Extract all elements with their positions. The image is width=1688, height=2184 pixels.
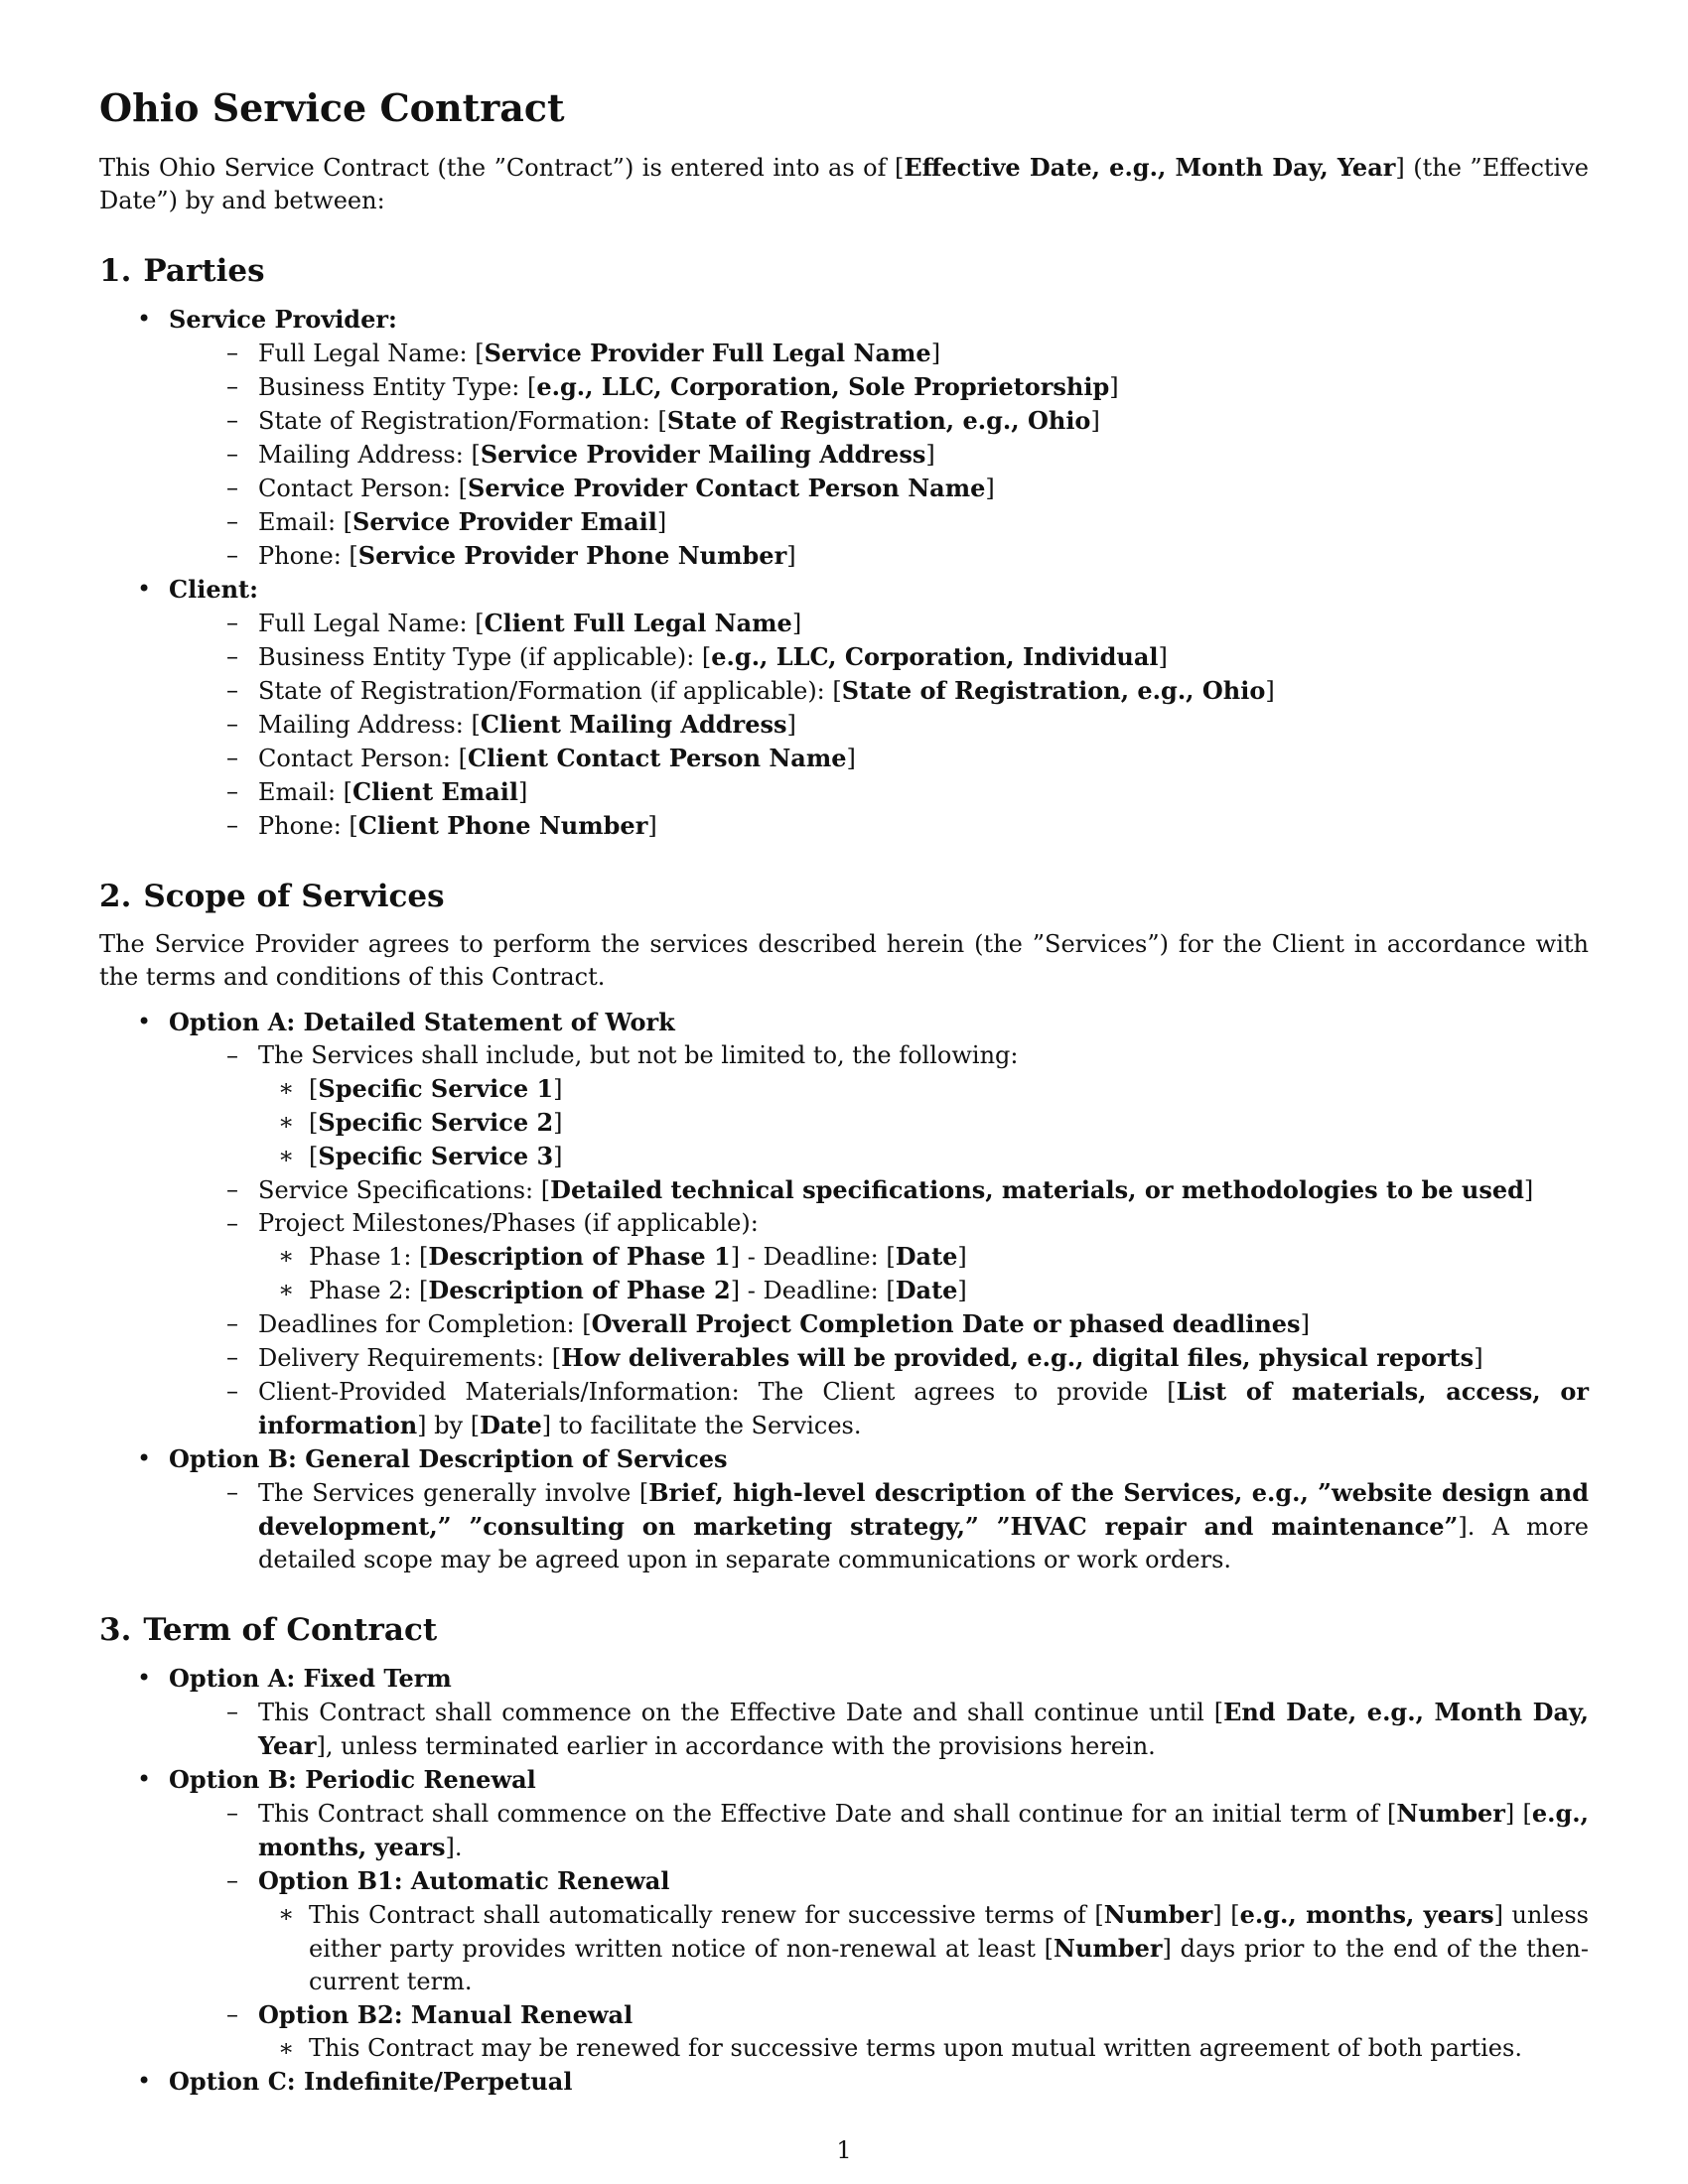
field-label: Email: [ [258,508,353,536]
field-label: Full Legal Name: [ [258,340,485,367]
field-label: Deadlines for Completion: [ [258,1310,592,1338]
provider-item [99,303,1589,573]
number-placeholder: Number [1054,1934,1163,1963]
option-heading: Option A: Fixed Term [169,1664,452,1693]
section-heading-scope [99,877,1589,916]
service-item: ∗ [Specific Service 2] [99,1106,1589,1140]
general-description-item [99,1476,1589,1576]
field-label: Contact Person: [ [258,745,468,772]
field-value: Service Provider Email [352,507,657,536]
field-label: Business Entity Type: [ [258,373,537,401]
phase-desc: Description of Phase 2 [428,1276,731,1304]
provider-field [99,370,1589,404]
client-field [99,607,1589,640]
option-b-details [169,1476,1589,1576]
parties-list [99,303,1589,843]
bracket: ] [985,475,995,502]
term-a-details [169,1696,1589,1763]
number-placeholder: Number [1103,1900,1213,1929]
service-item: ∗ [Specific Service 3] [99,1140,1589,1173]
term-text: ] unless either party provides written notice of non-renewal at least [ [309,1901,1589,1963]
service-item: ∗ [Specific Service 1] [99,1072,1589,1106]
provider-field [99,404,1589,438]
field-value: State of Registration, e.g., Ohio [841,676,1266,705]
client-field [99,640,1589,674]
bracket: ] [1265,677,1275,705]
delivery-item: – Delivery Requirements: [How deliverables will be provided, e.g., digital files, physical reports] [99,1341,1589,1375]
materials-placeholder: List of materials, access, or information [258,1377,1589,1439]
term-text: ], unless terminated earlier in accordance with the provisions herein. [316,1732,1156,1760]
page-number: 1 [836,2136,852,2164]
provider-field [99,438,1589,472]
sub-option-heading: Option B2: Manual Renewal [258,2000,633,2029]
phase-desc: Description of Phase 1 [428,1242,731,1271]
option-heading: Option B: Periodic Renewal [169,1765,536,1794]
materials-text: Client-Provided Materials/Information: The Client agrees to provide [ [258,1378,1177,1406]
provider-field [99,472,1589,505]
description-placeholder: Brief, high-level description of the Services, e.g., ”website design and development,” ”consulting on marketing strategy,” ”HVAC repair and maintenance” [258,1478,1590,1541]
client-field [99,775,1589,809]
bracket: ] [517,778,528,806]
initial-term-item [99,1797,1589,1864]
field-label: Phone: [ [258,542,358,570]
intro-text: This Ohio Service Contract (the ”Contract”) is entered into as of [ [99,154,905,182]
field-value: Overall Project Completion Date or phased deadlines [591,1309,1301,1338]
section-number: 2. [99,879,132,914]
phase-date: Date [895,1276,958,1304]
field-value: Service Provider Full Legal Name [484,339,931,367]
phase-item: ∗ Phase 2: [Description of Phase 2] - Deadline: [Date] [99,1274,1589,1307]
term-text: This Contract shall commence on the Effective Date and shall continue for an initial term of [ [258,1800,1397,1828]
phase-deadline-label: ] - Deadline: [ [730,1243,896,1271]
field-value: Client Phone Number [357,811,648,840]
term-option-c [99,2065,1589,2099]
client-details [169,607,1589,843]
term-option-b [99,1763,1589,2065]
field-value: e.g., LLC, Corporation, Sole Proprietorship [536,372,1110,401]
option-heading: Option A: Detailed Statement of Work [169,1008,675,1036]
client-field [99,674,1589,708]
term-options-list [99,1662,1589,2099]
manual-renewal-item [99,1998,1589,2065]
bracket: ] [1090,407,1100,435]
phase-date: Date [895,1242,958,1271]
term-text: ] [ [1504,1800,1532,1828]
sub-option-heading: Option B1: Automatic Renewal [258,1866,670,1895]
bracket: ] [647,812,657,840]
specifications-item: – Service Specifications: [Detailed technical specifications, materials, or methodologies to be used] [99,1173,1589,1207]
field-value: How deliverables will be provided, e.g., digital files, physical reports [561,1343,1475,1372]
effective-date-placeholder: Effective Date, e.g., Month Day, Year [904,153,1396,182]
term-text: ] [ [1212,1901,1240,1929]
materials-item [99,1375,1589,1442]
term-text: This Contract shall commence on the Effective Date and shall continue until [ [258,1699,1224,1726]
field-value: Client Email [352,777,518,806]
intro-paragraph [99,151,1589,217]
bracket: ] [1109,373,1119,401]
bracket: ] [791,610,802,637]
client-item [99,573,1589,843]
field-label: Contact Person: [ [258,475,468,502]
term-text: This Contract shall automatically renew for successive terms of [ [309,1901,1104,1929]
phase-label: Phase 2: [ [309,1277,429,1304]
manual-renewal-details [258,2032,1589,2065]
document-title: Ohio Service Contract [99,85,565,130]
client-field [99,809,1589,843]
term-text: ]. [445,1834,463,1861]
field-value: Detailed technical specifications, materials, or methodologies to be used [550,1175,1524,1204]
option-heading: Option B: General Description of Services [169,1444,728,1473]
materials-date: Date [480,1411,542,1439]
provider-field [99,505,1589,539]
document-page [99,79,1589,2099]
field-value: Service Provider Phone Number [357,541,787,570]
section-number: 3. [99,1612,132,1648]
section-title: Scope of Services [143,879,445,914]
section-number: 1. [99,253,132,289]
end-date-placeholder: End Date, e.g., Month Day, Year [258,1698,1589,1760]
service-placeholder: Specific Service 3 [318,1142,554,1170]
client-field [99,742,1589,775]
services-list [258,1072,1589,1173]
include-item [99,1039,1589,1173]
section-title: Term of Contract [143,1612,438,1648]
field-value: e.g., LLC, Corporation, Individual [711,642,1159,671]
materials-text: ] to facilitate the Services. [541,1412,862,1439]
provider-heading: Service Provider: [169,305,397,334]
field-label: Project Milestones/Phases (if applicable): [258,1209,759,1237]
automatic-renewal-text [99,1898,1589,1998]
intro-text: ] (the ”Effective Date”) by and between: [99,154,1589,214]
field-label: Mailing Address: [ [258,441,481,469]
bracket: ] [1158,643,1168,671]
client-heading: Client: [169,575,258,604]
scope-option-a [99,1006,1589,1442]
bracket: ] [930,340,941,367]
field-label: Mailing Address: [ [258,711,481,739]
phase-label: Phase 1: [ [309,1243,429,1271]
client-field [99,708,1589,742]
field-label: Business Entity Type (if applicable): [ [258,643,712,671]
bracket: ] [656,508,667,536]
field-label: Delivery Requirements: [ [258,1344,562,1372]
field-value: Service Provider Mailing Address [480,440,926,469]
provider-details [169,337,1589,573]
field-label: Service Specifications: [ [258,1176,551,1204]
bracket: ] [786,542,796,570]
section-heading-term [99,1610,1589,1650]
phase-deadline-label: ] - Deadline: [ [730,1277,896,1304]
unit-placeholder: e.g., months, years [1239,1900,1494,1929]
service-placeholder: Specific Service 1 [318,1074,554,1103]
field-label: Phone: [ [258,812,358,840]
unit-placeholder: e.g., months, years [258,1799,1590,1861]
automatic-renewal-item [99,1864,1589,1998]
description-text: The Services generally involve [ [258,1479,649,1507]
milestones-item [99,1207,1589,1307]
bracket: ] [925,441,935,469]
field-value: Client Full Legal Name [484,609,792,637]
phases-list [258,1240,1589,1307]
number-placeholder: Number [1396,1799,1505,1828]
field-label: Email: [ [258,778,353,806]
fixed-term-item [99,1696,1589,1763]
option-a-details [169,1039,1589,1442]
scope-options-list [99,1006,1589,1576]
field-label: State of Registration/Formation (if applicable): [ [258,677,842,705]
scope-option-b [99,1442,1589,1576]
phase-item: ∗ Phase 1: [Description of Phase 1] - Deadline: [Date] [99,1240,1589,1274]
term-b-details [169,1797,1589,2065]
service-placeholder: Specific Service 2 [318,1108,554,1137]
field-label: Full Legal Name: [ [258,610,485,637]
term-option-a [99,1662,1589,1763]
manual-renewal-text: ∗ This Contract may be renewed for successive terms upon mutual written agreement of both parties. [99,2032,1589,2065]
option-heading: Option C: Indefinite/Perpetual [169,2067,573,2096]
section-title: Parties [143,253,265,289]
description-text: ]. A more detailed scope may be agreed upon in separate communications or work orders. [258,1513,1590,1573]
field-label: State of Registration/Formation: [ [258,407,667,435]
term-text: ] days prior to the end of the then-current term. [309,1935,1589,1995]
include-text: The Services shall include, but not be limited to, the following: [258,1041,1019,1069]
materials-text: ] by [ [417,1412,481,1439]
scope-intro: The Service Provider agrees to perform the services described herein (the ”Services”) for the Client in accordance with the terms and conditions of this Contract. [99,930,1589,991]
field-value: Client Mailing Address [480,710,787,739]
provider-field [99,539,1589,573]
bracket: ] [786,711,796,739]
provider-field [99,337,1589,370]
field-value: Client Contact Person Name [467,744,847,772]
bracket: ] [846,745,856,772]
deadlines-item: – Deadlines for Completion: [Overall Project Completion Date or phased deadlines] [99,1307,1589,1341]
field-value: State of Registration, e.g., Ohio [666,406,1091,435]
section-heading-parties [99,251,1589,291]
automatic-renewal-details [258,1898,1589,1998]
field-value: Service Provider Contact Person Name [467,474,986,502]
